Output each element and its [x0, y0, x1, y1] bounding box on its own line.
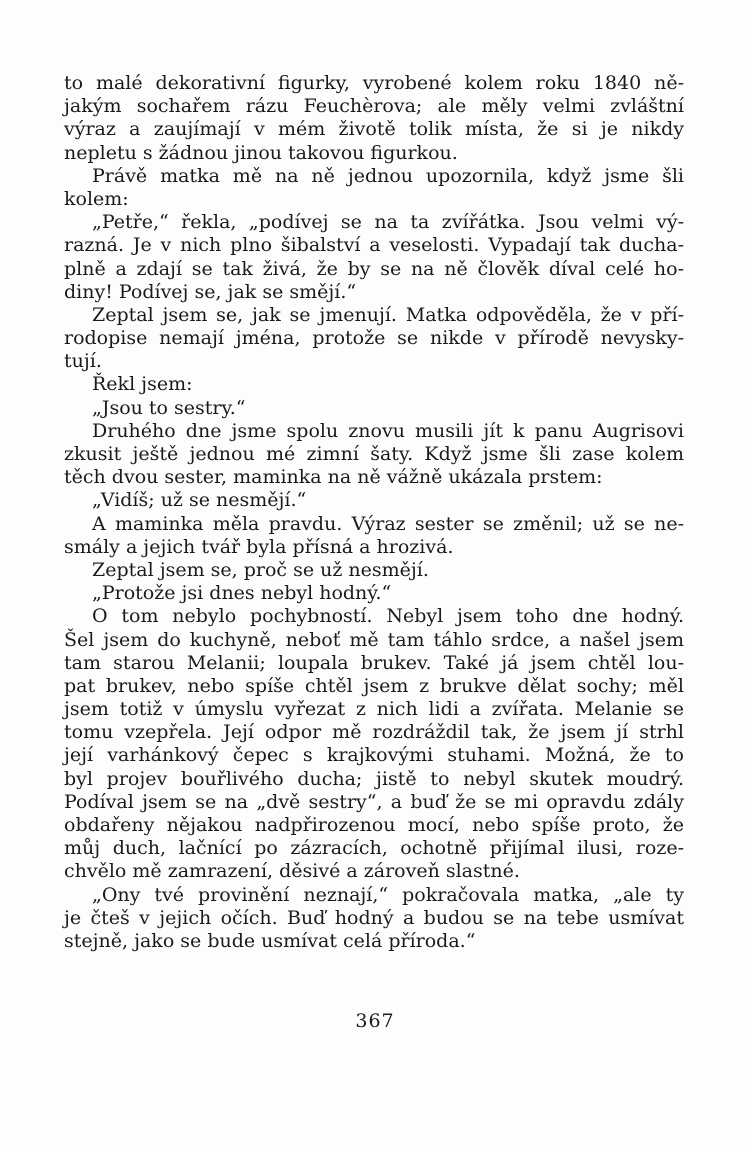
text-line: obdařeny nějakou nadpřirozenou mocí, nebo spíše proto, že: [64, 814, 684, 836]
text-line: jsem totiž v úmyslu vyřezat z nich lidi a zvířata. Melanie se: [64, 698, 684, 721]
text-line: „Ony tvé provinění neznají,“ pokračovala matka, „ale ty: [92, 883, 684, 906]
text-line: to malé dekorativní figurky, vyrobené kolem roku 1840 ně-: [64, 72, 684, 94]
text-line: plně a zdají se tak živá, že by se na ně člověk díval celé ho-: [64, 257, 684, 280]
text-line: výraz a zaujímají v mém životě tolik místa, že si je nikdy: [64, 118, 684, 141]
text-line: tomu vzepřela. Její odpor mě rozdráždil tak, že jsem jí strhl: [64, 721, 684, 744]
text-line: těch dvou sester, maminka na ně vážně ukázala prstem:: [64, 466, 603, 489]
text-line: můj duch, lačnící po zázracích, ochotně přijímal ilusi, roze-: [64, 837, 684, 860]
text-line: O tom nebylo pochybností. Nebyl jsem toho dne hodný.: [92, 605, 684, 628]
text-line: „Protože jsi dnes nebyl hodný.“: [92, 582, 392, 605]
text-line: Zeptal jsem se, jak se jmenují. Matka odpověděla, že v pří-: [92, 303, 684, 326]
text-line: Podíval jsem se na „dvě sestry“, a buď že se mi opravdu zdály: [64, 790, 684, 813]
text-line: „Vidíš; už se nesmějí.“: [92, 489, 307, 512]
text-line: Právě matka mě na ně jednou upozornila, když jsme šli: [92, 164, 684, 187]
text-line: její varhánkový čepec s krajkovými stuhami. Možná, že to: [64, 744, 684, 767]
text-line: tam starou Melanii; loupala brukev. Také já jsem chtěl lou-: [64, 651, 684, 674]
text-line: nepletu s žádnou jinou takovou figurkou.: [64, 141, 458, 164]
text-line: Řekl jsem:: [92, 373, 193, 396]
text-line: pat brukev, nebo spíše chtěl jsem z brukve dělat sochy; měl: [64, 674, 684, 697]
text-line: „Jsou to sestry.“: [92, 396, 246, 419]
text-line: smály a jejich tvář byla přísná a hrozivá.: [64, 535, 454, 558]
text-line: A maminka měla pravdu. Výraz sester se změnil; už se ne-: [92, 512, 684, 535]
text-line: zkusit ještě jednou mé zimní šaty. Když jsme šli zase kolem: [64, 443, 684, 465]
text-line: diny! Podívej se, jak se smějí.“: [64, 280, 357, 303]
page-number: 367: [355, 1010, 395, 1032]
text-line: jakým sochařem rázu Feuchèrova; ale měly velmi zvláštní: [64, 95, 684, 118]
text-line: Zeptal jsem se, proč se už nesmějí.: [92, 558, 429, 581]
text-line: byl projev bouřlivého ducha; jistě to nebyl skutek moudrý.: [64, 767, 684, 790]
text-line: Šel jsem do kuchyně, neboť mě tam táhlo srdce, a našel jsem: [64, 628, 684, 651]
text-line: razná. Je v nich plno šibalství a veselosti. Vypadají tak ducha-: [64, 234, 684, 257]
text-line: stejně, jako se bude usmívat celá příroda.“: [64, 929, 476, 952]
text-line: tují.: [64, 350, 102, 373]
text-line: Druhého dne jsme spolu znovu musili jít k panu Augrisovi: [92, 419, 684, 442]
text-line: chvělo mě zamrazení, děsivé a zároveň slastné.: [64, 860, 520, 883]
text-line: „Petře,“ řekla, „podívej se na ta zvířátka. Jsou velmi vý-: [92, 211, 684, 234]
text-line: je čteš v jejich očích. Buď hodný a budou se na tebe usmívat: [64, 906, 684, 929]
text-line: kolem:: [64, 187, 129, 210]
body-text: [64, 72, 684, 953]
text-line: rodopise nemají jména, protože se nikde v přírodě nevysky-: [64, 327, 684, 350]
